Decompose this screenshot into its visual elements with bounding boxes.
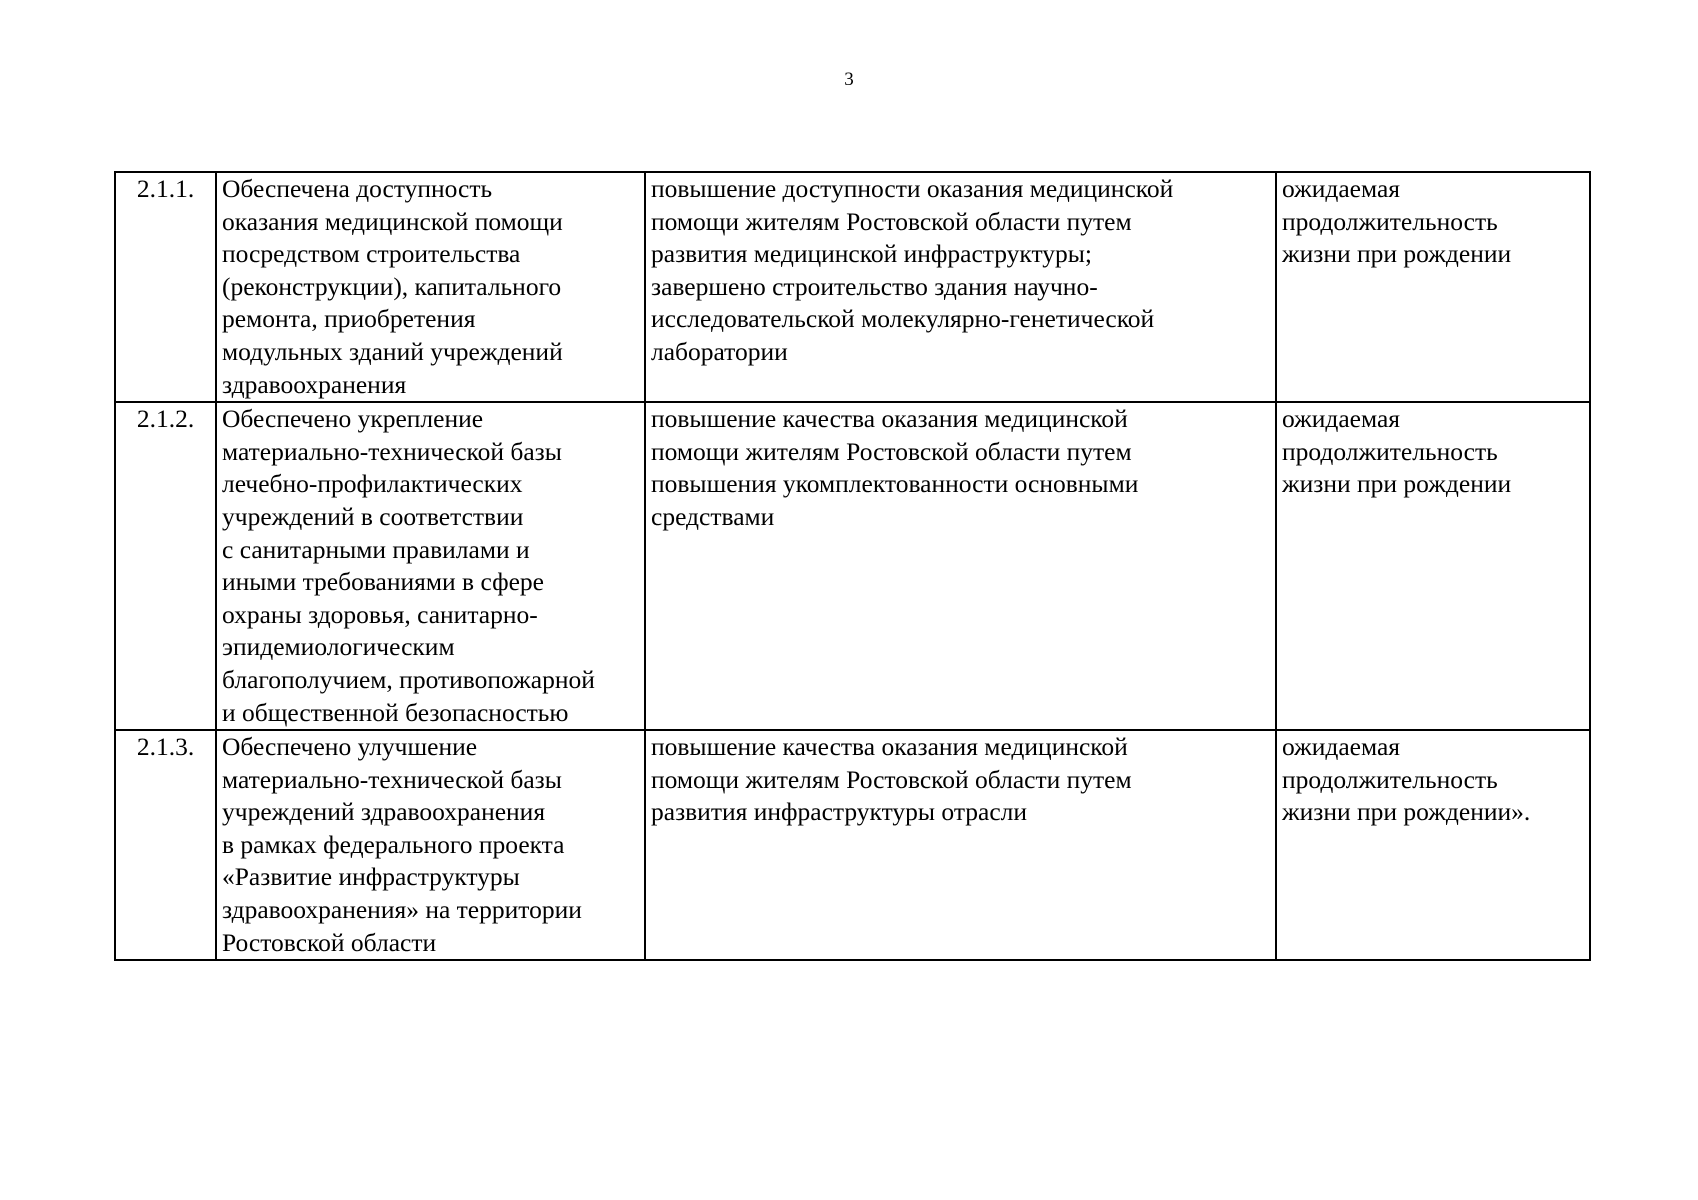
event-text: (реконструкции), капитального — [222, 271, 562, 301]
result-cell — [645, 402, 1276, 730]
event-text: здравоохранения» на территории — [222, 895, 582, 925]
event-text: учреждений в соответствии — [222, 501, 524, 531]
indicator-text: жизни при рождении — [1282, 469, 1512, 499]
event-text: посредством строительства — [222, 239, 521, 269]
result-text: помощи жителям Ростовской области путем — [651, 206, 1132, 236]
event-cell — [216, 730, 645, 960]
indicator-text: продолжительность — [1282, 206, 1498, 236]
result-text: развития инфраструктуры отрасли — [651, 797, 1028, 827]
result-text: повышения укомплектованности основными — [651, 469, 1139, 499]
result-text: развития медицинской инфраструктуры; — [651, 239, 1092, 269]
event-text: материально-технической базы — [222, 436, 562, 466]
event-text: оказания медицинской помощи — [222, 206, 563, 236]
event-text: материально-технической базы — [222, 764, 562, 794]
event-text: Обеспечено укрепление — [222, 404, 484, 434]
indicator-cell — [1276, 172, 1590, 402]
event-text: Ростовской области — [222, 927, 437, 957]
result-text: исследовательской молекулярно-генетической — [651, 304, 1155, 334]
event-text: лечебно-профилактических — [222, 469, 523, 499]
indicator-text: продолжительность — [1282, 436, 1498, 466]
result-text: помощи жителям Ростовской области путем — [651, 436, 1132, 466]
result-text: лаборатории — [651, 336, 788, 366]
event-cell — [216, 172, 645, 402]
result-cell — [645, 730, 1276, 960]
indicator-text: ожидаемая — [1282, 404, 1400, 434]
event-text: охраны здоровья, санитарно- — [222, 599, 538, 629]
event-text: «Развитие инфраструктуры — [222, 862, 520, 892]
row-number: 2.1.1. — [115, 172, 216, 402]
indicator-text: жизни при рождении — [1282, 239, 1512, 269]
indicator-cell — [1276, 402, 1590, 730]
event-text: благополучием, противопожарной — [222, 664, 595, 694]
result-text: помощи жителям Ростовской области путем — [651, 764, 1132, 794]
event-cell — [216, 402, 645, 730]
measures-table — [114, 171, 1591, 961]
indicator-text: жизни при рождении». — [1282, 797, 1531, 827]
table-row — [115, 172, 1590, 402]
event-text: с санитарными правилами и — [222, 534, 530, 564]
result-text: средствами — [651, 501, 775, 531]
page-number: 3 — [844, 69, 854, 90]
result-text: повышение качества оказания медицинской — [651, 732, 1128, 762]
event-text: эпидемиологическим — [222, 632, 455, 662]
event-text: и общественной безопасностью — [222, 697, 569, 727]
indicator-text: ожидаемая — [1282, 174, 1400, 203]
result-text: повышение доступности оказания медицинской — [651, 174, 1174, 203]
event-text: в рамках федерального проекта — [222, 829, 565, 859]
event-text: Обеспечена доступность — [222, 174, 493, 203]
event-text: учреждений здравоохранения — [222, 797, 546, 827]
result-cell — [645, 172, 1276, 402]
row-number: 2.1.3. — [115, 730, 216, 960]
indicator-cell — [1276, 730, 1590, 960]
event-text: здравоохранения — [222, 369, 407, 399]
table-row — [115, 730, 1590, 960]
event-text: Обеспечено улучшение — [222, 732, 478, 762]
row-number: 2.1.2. — [115, 402, 216, 730]
event-text: иными требованиями в сфере — [222, 567, 544, 597]
indicator-text: продолжительность — [1282, 764, 1498, 794]
table-row — [115, 402, 1590, 730]
event-text: модульных зданий учреждений — [222, 336, 563, 366]
result-text: повышение качества оказания медицинской — [651, 404, 1128, 434]
event-text: ремонта, приобретения — [222, 304, 476, 334]
indicator-text: ожидаемая — [1282, 732, 1400, 762]
result-text: завершено строительство здания научно- — [651, 271, 1098, 301]
